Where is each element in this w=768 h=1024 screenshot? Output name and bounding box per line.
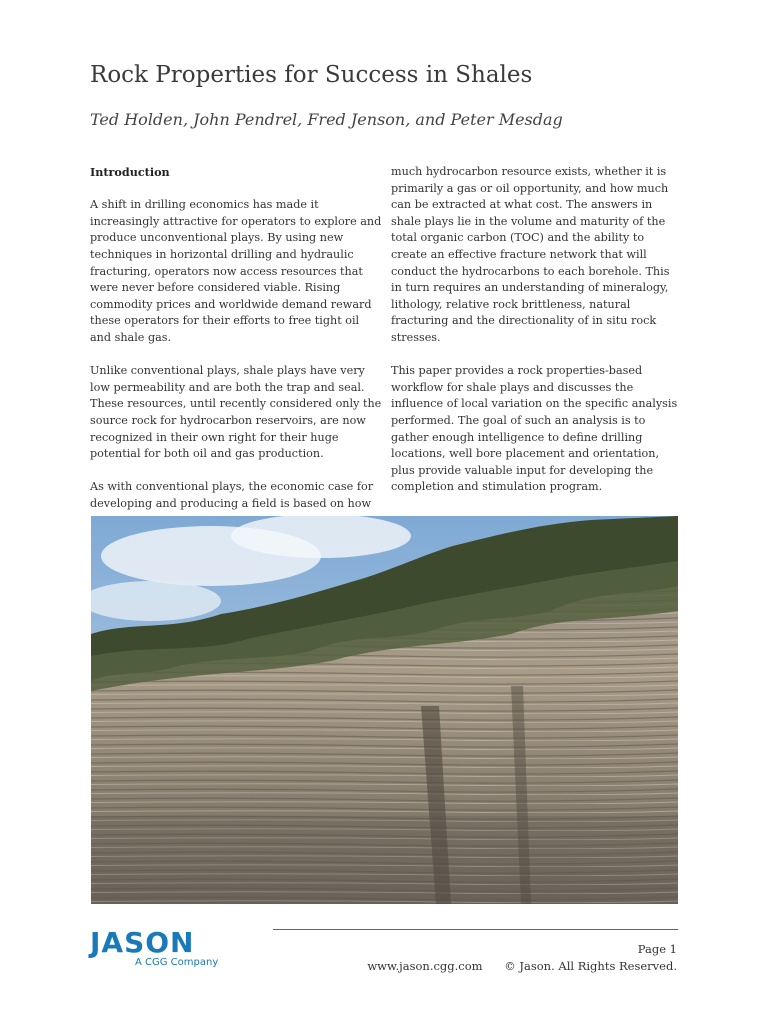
left-column <box>90 164 382 529</box>
paragraph: Unlike conventional plays, shale plays have very low permeability and are both the trap and seal. These resources, until recently considered only the source rock for hydrocarbon reservoirs, are now recognized in their own right for their huge potential for both oil and gas production. <box>90 364 382 461</box>
section-heading: Introduction <box>90 165 170 179</box>
document-title: Rock Properties for Success in Shales <box>90 62 533 88</box>
logo-wordmark: JASON <box>90 926 195 959</box>
website-link[interactable]: www.jason.cgg.com <box>367 959 483 973</box>
paragraph: This paper provides a rock properties-based workflow for shale plays and discusses the influence of local variation on the specific analysis performed. The goal of such an analysis is to gather enough intelligence to define drilling locations, well bore placement and orientation, plus provide valuable input for developing the completion and stimulation program. <box>391 364 678 494</box>
paragraph: As with conventional plays, the economic case for developing and producing a field is based on how <box>90 480 374 510</box>
footer-info <box>367 959 677 973</box>
paragraph: much hydrocarbon resource exists, whether it is primarily a gas or oil opportunity, and how much can be extracted at what cost. The answers in shale plays lie in the volume and maturity of the total organic carbon (TOC) and the ability to create an effective fracture network that will conduct the hydrocarbons to each borehole. This in turn requires an understanding of mineralogy, lithology, relative rock brittleness, natural fracturing and the directionality of in situ rock stresses. <box>391 165 670 344</box>
page-number: Page 1 <box>637 942 677 956</box>
shale-cliff-photo <box>91 516 678 904</box>
copyright-notice: © Jason. All Rights Reserved. <box>504 959 677 973</box>
footer-divider <box>273 929 678 930</box>
author-list: Ted Holden, John Pendrel, Fred Jenson, and Peter Mesdag <box>90 110 563 129</box>
logo-tagline: A CGG Company <box>135 957 219 968</box>
paragraph: A shift in drilling economics has made it increasingly attractive for operators to explore and produce unconventional plays. By using new techniques in horizontal drilling and hydraulic fracturing, operators now access resources that were never before considered viable. Rising commodity prices and worldwide demand reward these operators for their efforts to free tight oil and shale gas. <box>90 198 382 344</box>
right-column <box>391 164 683 512</box>
jason-logo <box>90 926 218 968</box>
